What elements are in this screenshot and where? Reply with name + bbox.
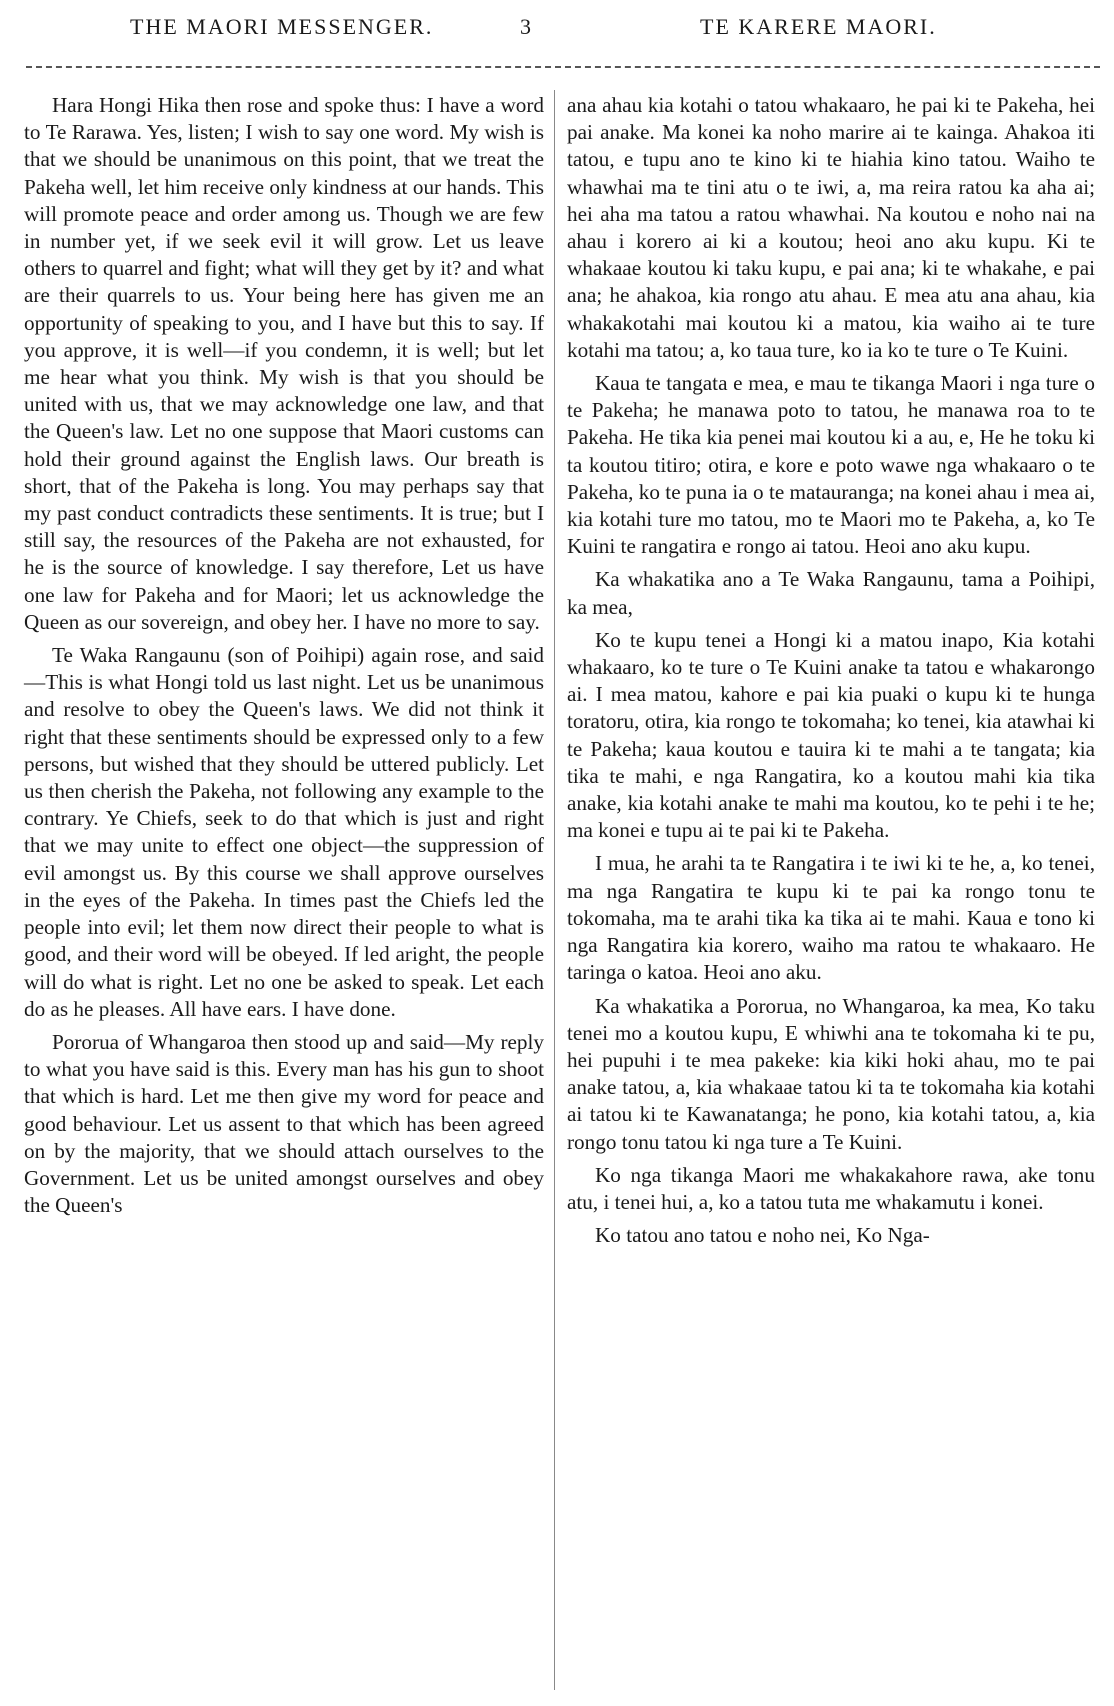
paragraph-maori-7: Ko tatou ano tatou e noho nei, Ko Nga-: [595, 1223, 930, 1248]
paragraph-maori-1: Kaua te tangata e mea, e mau te tikanga Maori i nga ture o te Pakeha; he manawa poto to tatou, he manawa roa to te Pakeha. He tika kia penei mai koutou ki a au, e, He he toku ki ta koutou titiro; otira, e kore e poto wawe nga whakaaro o te Pakeha, ko te puna ia o te matauranga; na konei ahau i mea ai, kia kotahi ture mo tatou, mo te Maori mo te Pakeha, a, ko Te Kuini te rangatira e rongo ai tatou. Heoi ano aku kupu.: [567, 371, 1095, 559]
paragraph-hongi-speech: Hara Hongi Hika then rose and spoke thus: I have a word to Te Rarawa. Yes, listen; I wish to say one word. My wish is that we should be unanimous on this point, that we treat the Pakeha well, let him receive only kindness at our hands. This will promote peace and order among us. Though we are few in number yet, if we seek evil it will grow. Let us leave others to quarrel and fight; what will they get by it? and what are their quarrels to us. Your being here has given me an opportunity of speaking to you, and I have but this to say. If you approve, it is well—if you condemn, it is well; but let me hear what you think. My wish is that you should be united with us, that we may acknowledge one law, and that the Queen's law. Let no one suppose that Maori customs can hold their ground against the English laws. Our breath is short, that of the Pakeha is long. You may perhaps say that my past conduct contradicts these sentiments. It is true; but I still say, the resources of the Pakeha are not exhausted, for he is the source of knowledge. I say therefore, Let us have one law for Pakeha and for Maori; let us acknowledge the Queen as our sovereign, and obey her. I have no more to say.: [24, 93, 544, 634]
paragraph-pororua-speech: Pororua of Whangaroa then stood up and said—My reply to what you have said is this. Every man has his gun to shoot that which is hard. Let me then give my word for peace and good behaviour. Let us assent to that which has been agreed on by the majority, that we should attach ourselves to the Government. Let us be united amongst ourselves and obey the Queen's: [24, 1029, 544, 1218]
page-header: [0, 14, 1114, 54]
paragraph-maori-6: Ko nga tikanga Maori me whakakahore rawa, ake tonu atu, i tenei hui, a, ko a tatou tuta me whakamutu i konei.: [567, 1162, 1095, 1214]
header-rule: [26, 66, 1100, 68]
paragraph-maori-3: Ko te kupu tenei a Hongi ki a matou inapo, Kia kotahi whakaaro, ko te ture o Te Kuini anake ta tatou e whakarongo ai. I mea matou, kahore e pai kia puaki o kupu ki te hunga toratoru, otira, kia rongo te tokomaha; ko tenei, kia atawhai ki te Pakeha; kaua koutou e tauira ki te mahi a te tangata; kia tika te mahi, e nga Rangatira, ko a koutou mahi kia tika anake, kia kotahi anake te mahi ma koutou, ko te pehi i te he; ma konei e tupu ai te pai ki te Pakeha.: [567, 627, 1095, 843]
english-column: [24, 92, 544, 1225]
header-maori-title: TE KARERE MAORI.: [700, 14, 937, 39]
paragraph-maori-2: Ka whakatika ano a Te Waka Rangaunu, tama a Poihipi, ka mea,: [567, 567, 1095, 619]
page-number: 3: [520, 14, 533, 39]
column-divider: [554, 90, 555, 1690]
header-english-title: THE MAORI MESSENGER.: [130, 14, 434, 39]
paragraph-continued: ana ahau kia kotahi o tatou whakaaro, he pai ki te Pakeha, hei pai anake. Ma konei ka noho marire ai te kainga. Ahakoa iti tatou, e tupu ano te kino ki te hiahia kino tatou. Waiho te whawhai ma te tini atu o te iwi, a, ma reira ratou ka aha ai; hei aha ma tatou a ratou whawhai. Na koutou e noho nai na ahau i korero ai ki a koutou; heoi ano aku kupu. Ki te whakaae koutou ki taku kupu, e pai ana; ki te whakahe, e pai ana; he ahakoa, kia rongo atu ahau. E mea atu ana ahau, kia whakakotahi mai koutou ki a matou, kia waiho ai te ture kotahi ma tatou; a, ko taua ture, ko ia ko te ture o Te Kuini.: [567, 93, 1095, 362]
maori-column: [567, 92, 1095, 1255]
paragraph-maori-5: Ka whakatika a Pororua, no Whangaroa, ka mea, Ko taku tenei mo a koutou kupu, E whiwhi ana te tokomaha ki te pu, hei pupuhi i te mea pakeke: kia kiki hoki ahau, mo te pai anake tatou, a, kia whakaae tatou ki ta te tokomaha kia kotahi ai tatou ki te Kawanatanga; he pono, kia kotahi tatou, a, kia rongo tonu tatou ki nga ture a Te Kuini.: [567, 993, 1095, 1154]
paragraph-waka-speech: Te Waka Rangaunu (son of Poihipi) again rose, and said—This is what Hongi told us last night. Let us be unanimous and resolve to obey the Queen's laws. We did not think it right that these sentiments should be expressed only to a few persons, but wished that they should be uttered publicly. Let us then cherish the Pakeha, not following any example to the contrary. Ye Chiefs, seek to do that which is just and right that we may unite to effect one object—the suppression of evil amongst us. By this course we shall approve ourselves in the eyes of the Pakeha. In times past the Chiefs led the people into evil; let them now direct their people to what is good, and their word will be obeyed. If led aright, the people will do what is right. Let no one be asked to speak. Let each do as he pleases. All have ears. I have done.: [24, 643, 544, 1021]
paragraph-maori-4: I mua, he arahi ta te Rangatira i te iwi ki te he, a, ko tenei, ma nga Rangatira te kupu ki te pai ka rongo tonu te tokomaha, ma te arahi tika ka tika ai te mahi. Kaua e tono ki nga Rangatira kia korero, waiho ma ratou te whakaaro. He taringa o katoa. Heoi ano aku.: [567, 851, 1095, 985]
